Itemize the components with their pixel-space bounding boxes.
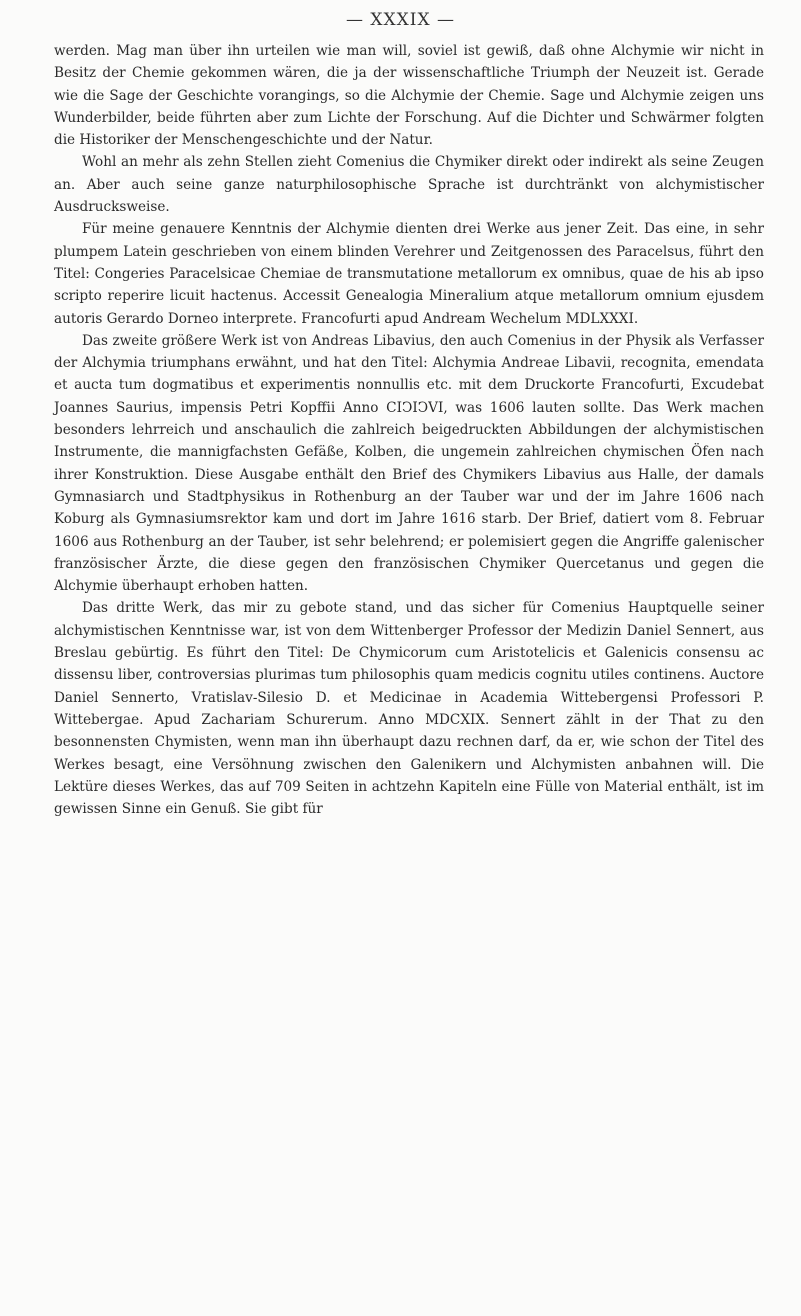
paragraph-second-work: Das zweite größere Werk ist von Andreas Libavius, den auch Comenius in der Physik als Verfasser der Alchymia triumphans erwähnt, und hat den Titel: Alchymia Andreae Libavii, recognita, emendata et aucta tum dogmatibus et experimentis nonnullis etc. mit dem Druckorte Francofurti, Excudebat Joannes Saurius, impensis Petri Kopffii Anno CIↃIↃVI, was 1606 lauten sollte. Das Werk machen besonders lehrreich und anschaulich die zahlreich beigedruckten Abbildungen der alchymistischen Instrumente, die mannigfachsten Gefäße, Kolben, die ungemein zahlreichen chymischen Öfen nach ihrer Konstruktion. Diese Ausgabe enthält den Brief des Chymikers Libavius aus Halle, der damals Gymnasiarch und Stadtphysikus in Rothenburg an der Tauber war und der im Jahre 1606 nach Koburg als Gymnasiumsrektor kam und dort im Jahre 1616 starb. Der Brief, datiert vom 8. Februar 1606 aus Rothenburg an der Tauber, ist sehr belehrend; er polemisiert gegen die Angriffe galenischer französischer Ärzte, die diese gegen den französischen Chymiker Quercetanus und gegen die Alchymie überhaupt erhoben hatten. — [54, 332, 764, 595]
paragraph-first-work: Für meine genauere Kenntnis der Alchymie dienten drei Werke aus jener Zeit. Das eine, in sehr plumpem Latein geschrieben von einem blinden Verehrer und Zeitgenossen des Paracelsus, führt den Titel: Congeries Paracelsicae Chemiae de transmutatione metallorum ex omnibus, quae de his ab ipso scripto reperire licuit hactenus. Accessit Genealogia Mineralium atque metallorum omnium ejusdem autoris Gerardo Dorneo interprete. Francofurti apud Andream Wechelum MDLXXXI. — [54, 221, 764, 327]
paragraph-third-work: Das dritte Werk, das mir zu gebote stand, und das sicher für Comenius Hauptquelle seiner alchymistischen Kenntnisse war, ist von dem Wittenberger Professor der Medizin Daniel Sennert, aus Breslau gebürtig. Es führt den Titel: De Chymicorum cum Aristotelicis et Galenicis consensu ac dissensu liber, controversias plurimas tum philosophis quam medicis cognitu utiles continens. Auctore Daniel Sennerto, Vratislav-Silesio D. et Medicinae in Academia Wittebergensi Professori P. Wittebergae. Apud Zachariam Schurerum. Anno MDCXIX. Sennert zählt in der That zu den besonnensten Chymisten, wenn man ihn überhaupt dazu rechnen darf, da er, wie schon der Titel des Werkes besagt, eine Versöhnung zwischen den Galenikern und Alchymisten anbahnen will. Die Lektüre dieses Werkes, das auf 709 Seiten in achtzehn Kapiteln eine Fülle von Material enthält, ist im gewissen Sinne ein Genuß. Sie gibt für — [54, 600, 764, 818]
page-number: — XXXIX — — [346, 10, 455, 30]
paragraph-continuation: werden. Mag man über ihn urteilen wie man will, soviel ist gewiß, daß ohne Alchymie wir nicht in Besitz der Chemie gekommen wären, die ja der wissenschaftliche Triumph der Neuzeit ist. Gerade wie die Sage der Geschichte vorangings, so die Alchymie der Chemie. Sage und Alchymie zeigen uns Wunderbilder, beide führten aber zum Lichte der Forschung. Auf die Dichter und Schwärmer folgten die Historiker der Menschengeschichte und der Natur. — [54, 43, 764, 149]
body-text — [54, 40, 764, 820]
paragraph-comenius-chymiker: Wohl an mehr als zehn Stellen zieht Comenius die Chymiker direkt oder indirekt als seine Zeugen an. Aber auch seine ganze naturphilosophische Sprache ist durchtränkt von alchymistischer Ausdrucksweise. — [54, 154, 764, 216]
